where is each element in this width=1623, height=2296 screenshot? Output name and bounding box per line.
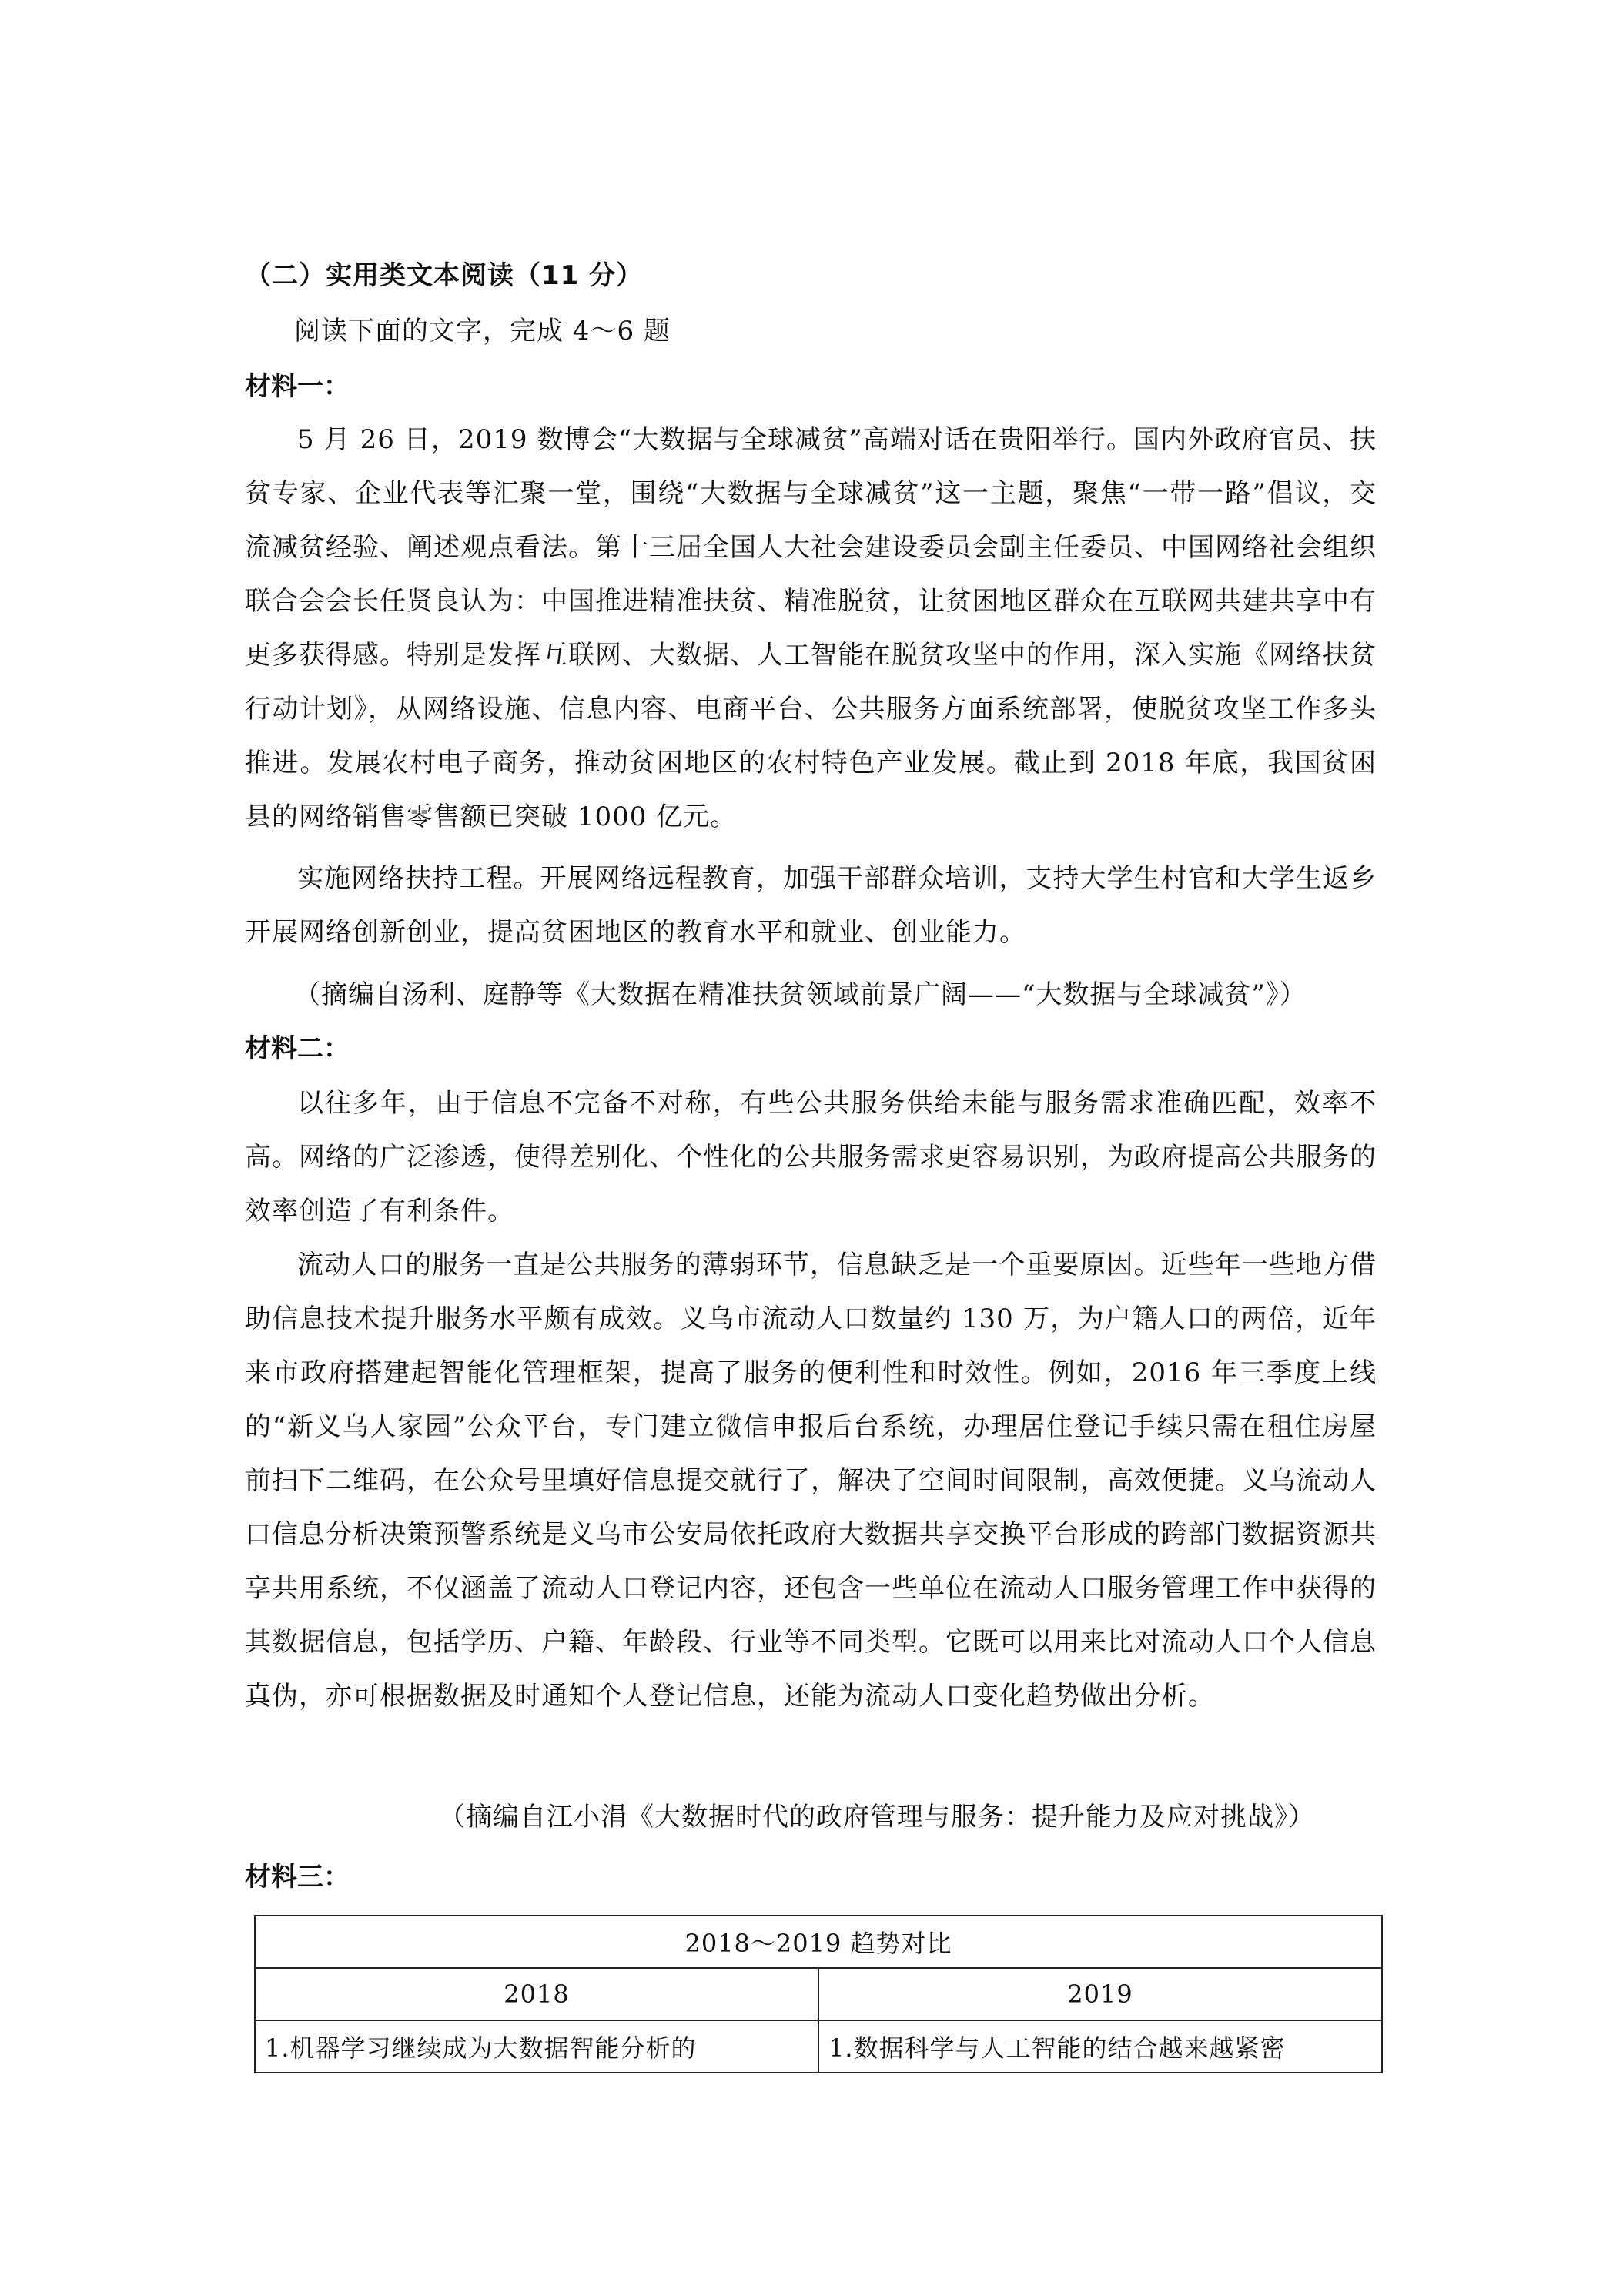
material-2-source: （摘编自江小涓《大数据时代的政府管理与服务：提升能力及应对挑战》） <box>439 1802 1315 1832</box>
material-2-label: 材料二： <box>245 1033 350 1064</box>
material-1-paragraph-2: 实施网络扶持工程。开展网络远程教育，加强干部群众培训，支持大学生村官和大学生返乡开展网络创新创业，提高贫困地区的教育水平和就业、创业能力。 <box>245 863 1377 948</box>
table-row <box>255 2020 1382 2073</box>
section-title: （二）实用类文本阅读（11 分） <box>245 260 644 291</box>
material-1-label: 材料一： <box>245 371 350 402</box>
table-caption-row <box>255 1916 1382 1968</box>
material-2-paragraph-1: 以往多年，由于信息不完备不对称，有些公共服务供给未能与服务需求准确匹配，效率不高。网络的广泛渗透，使得差别化、个性化的公共服务需求更容易识别，为政府提高公共服务的效率创造了有利条件。 <box>245 1088 1377 1227</box>
table-header-row <box>255 1968 1382 2020</box>
material-1-paragraph-1: 5 月 26 日，2019 数博会“大数据与全球减贫”高端对话在贵阳举行。国内外政府官员、扶贫专家、企业代表等汇聚一堂，围绕“大数据与全球减贫”这一主题，聚焦“一带一路”倡议，交流减贫经验、阐述观点看法。第十三届全国人大社会建设委员会副主任委员、中国网络社会组织联合会会长任贤良认为：中国推进精准扶贫、精准脱贫，让贫困地区群众在互联网共建共享中有更多获得感。特别是发挥互联网、大数据、人工智能在脱贫攻坚中的作用，深入实施《网络扶贫行动计划》，从网络设施、信息内容、电商平台、公共服务方面系统部署，使脱贫攻坚工作多头推进。发展农村电子商务，推动贫困地区的农村特色产业发展。截止到 2018 年底，我国贫困县的网络销售零售额已突破 1000 亿元。 <box>245 424 1377 832</box>
table-caption: 2018～2019 趋势对比 <box>255 1916 1382 1968</box>
table-cell: 1.数据科学与人工智能的结合越来越紧密 <box>818 2020 1382 2073</box>
material-2-paragraph-2: 流动人口的服务一直是公共服务的薄弱环节，信息缺乏是一个重要原因。近些年一些地方借助信息技术提升服务水平颇有成效。义乌市流动人口数量约 130 万，为户籍人口的两倍，近年来市政府搭建起智能化管理框架，提高了服务的便利性和时效性。例如，2016 年三季度上线的“新义乌人家园”公众平台，专门建立微信申报后台系统，办理居住登记手续只需在租住房屋前扫下二维码，在公众号里填好信息提交就行了，解决了空间时间限制，高效便捷。义乌流动人口信息分析决策预警系统是义乌市公安局依托政府大数据共享交换平台形成的跨部门数据资源共享共用系统，不仅涵盖了流动人口登记内容，还包含一些单位在流动人口服务管理工作中获得的其数据信息，包括学历、户籍、年龄段、行业等不同类型。它既可以用来比对流动人口个人信息真伪，亦可根据数据及时通知个人登记信息，还能为流动人口变化趋势做出分析。 <box>245 1250 1377 1712</box>
instruction-text: 阅读下面的文字，完成 4～6 题 <box>294 316 671 346</box>
table-cell: 1.机器学习继续成为大数据智能分析的 <box>255 2020 818 2073</box>
table-header-2019: 2019 <box>818 1968 1382 2020</box>
material-1-source: （摘编自汤利、庭静等《大数据在精准扶贫领域前景广阔——“大数据与全球减贫”》） <box>294 979 1307 1010</box>
material-3-label: 材料三： <box>245 1862 350 1893</box>
table-header-2018: 2018 <box>255 1968 818 2020</box>
trend-comparison-table <box>254 1915 1383 2073</box>
